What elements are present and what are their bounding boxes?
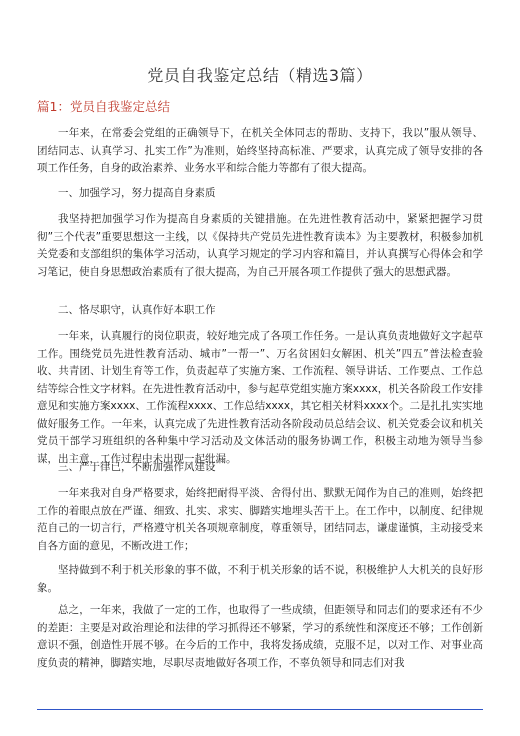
intro-paragraph: 一年来，在常委会党组的正确领导下，在机关全体同志的帮助、支持下，我以”服从领导、团结同志、认真学习、扎实工作”为准则，始终坚持高标准、严要求，认真完成了领导安排的各项工作任务，自身的政治素养、业务水平和综合能力等都有了很大提高。 — [37, 127, 483, 174]
heading-study: 一、加强学习，努力提高自身素质 — [58, 187, 216, 199]
footer-divider — [37, 709, 483, 710]
section-heading: 篇1：党员自我鉴定总结 — [37, 99, 170, 114]
paragraph-study: 我坚持把加强学习作为提高自身素质的关键措施。在先进性教育活动中，紧紧把握学习贯彻”三个代表”重要思想这一主线，以《保持共产党员先进性教育读本》为主要教材，积极参加机关党委和支部组织的集体学习活动，认真学习规定的学习内容和篇目，并认真撰写心得体会和学习笔记，使自身思想政治素质有了很大提高，为自己开展各项工作提供了强大的思想武器。 — [37, 213, 483, 278]
paragraph-discipline: 一年来我对自身严格要求，始终把耐得平淡、舍得付出、默默无闻作为自己的准则，始终把工作的着眼点放在严谨、细致、扎实、求实、脚踏实地埋头苦干上。在工作中，以制度、纪律规范自己的一切言行，严格遵守机关各项规章制度，尊重领导，团结同志，谦虚谨慎，主动接受来自各方面的意见，不断改进工作； — [37, 487, 483, 552]
document-title: 党员自我鉴定总结（精选3篇） — [147, 66, 373, 85]
paragraph-summary: 总之，一年来，我做了一定的工作，也取得了一些成绩，但距领导和同志们的要求还有不少的差距：主要是对政治理论和法律的学习抓得还不够紧，学习的系统性和深度还不够；工作创新意识不强，创造性开展不够。在今后的工作中，我将发扬成绩，克服不足，以对工作、对事业高度负责的精神，脚踏实地，尽职尽责地做好各项工作，不辜负领导和同志们对我 — [37, 604, 483, 669]
paragraph-duty: 一年来，认真履行的岗位职责，较好地完成了各项工作任务。一是认真负责地做好文字起草工作。围绕党员先进性教育活动、城市”一帮一”、万名贫困妇女解困、机关”四五”普法检查验收、共青团、计划生育等工作，负责起草了实施方案、工作流程、领导讲话、工作要点、工作总结等综合性文字材料。在先进性教育活动中，参与起草党组实施方案xxxx，机关各阶段工作安排意见和实施方案xxxx、工作流程xxxx、工作总结xxxx，其它相关材料xxxx个。二是扎扎实实地做好服务工作。一年来，认真完成了先进性教育活动各阶段动员总结会议、机关党委会议和机关党员干部学习班组织的各种集中学习活动及文体活动的服务协调工作，积极主动地为领导当参谋，出主意，工作过程中未出现一起纰漏。 — [37, 330, 483, 465]
heading-duty: 二、恪尽职守，认真作好本职工作 — [58, 304, 216, 316]
paragraph-image: 坚持做到不利于机关形象的事不做，不利于机关形象的话不说，积极维护人大机关的良好形象。 — [37, 564, 483, 594]
heading-discipline: 三、严于律已，不断加强作风建设 — [58, 461, 216, 473]
